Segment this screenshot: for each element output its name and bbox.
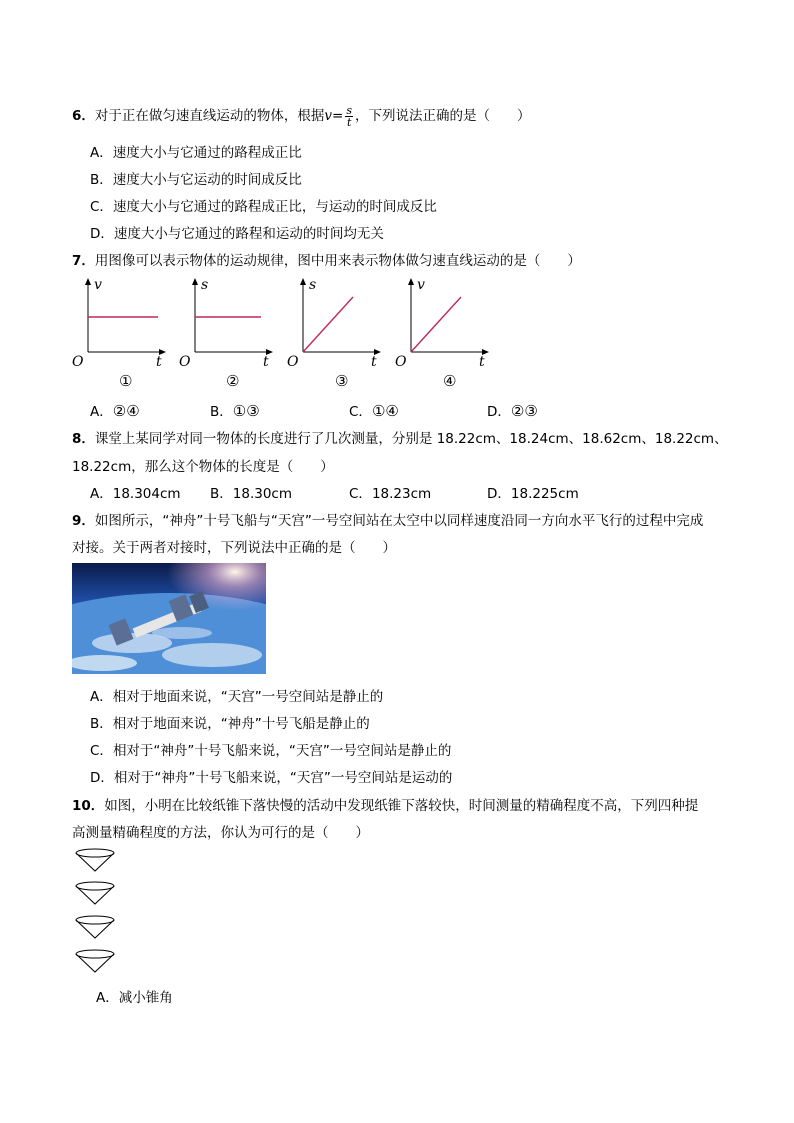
graph-3-line [303, 297, 353, 352]
question-8-option-c[interactable]: C．18.23cm [349, 486, 432, 502]
graph-1-origin: O [72, 354, 84, 368]
graph-3 [285, 276, 385, 368]
question-6-option-b[interactable]: B．速度大小与它运动的时间成反比 [90, 172, 302, 188]
graph-2-xlabel: t [263, 354, 269, 368]
graph-1-ylabel: v [94, 277, 102, 293]
question-6-option-d[interactable]: D．速度大小与它通过的路程和运动的时间均无关 [90, 226, 384, 242]
question-6-option-a[interactable]: A．速度大小与它通过的路程成正比 [90, 145, 302, 161]
paper-cone-1 [74, 848, 116, 874]
paper-cone-3 [74, 915, 116, 941]
formula-fraction: $\frac{s}{t}$ [346, 103, 353, 129]
question-8-stem-line1: 8．课堂上某同学对同一物体的长度进行了几次测量，分别是 18.22cm、18.24cm、18.62cm、18.22cm、 [72, 431, 728, 447]
graph-4-xlabel: t [479, 354, 485, 368]
graph-4-origin: O [395, 354, 407, 368]
question-number: 8． [72, 431, 95, 447]
graph-3-ylabel: s [309, 277, 317, 293]
question-6-stem: 6．对于正在做匀速直线运动的物体，根据v= $\frac{s}{t}$ ，下列说法正确的是（ ） [72, 103, 531, 129]
question-number: 10． [72, 798, 105, 814]
graph-1-xlabel: t [156, 354, 162, 368]
question-10-stem-line1: 10．如图，小明在比较纸锥下落快慢的活动中发现纸锥下落较快，时间测量的精确程度不高，下列四种提 [72, 798, 699, 814]
paper-cone-4 [74, 949, 116, 975]
question-number: 6． [72, 108, 95, 124]
question-7-option-d[interactable]: D．②③ [487, 402, 538, 420]
graph-2-ylabel: s [201, 277, 209, 293]
question-9-option-c[interactable]: C．相对于“神舟”十号飞船来说，“天宫”一号空间站是静止的 [90, 743, 452, 759]
question-7-option-c[interactable]: C．①④ [349, 402, 399, 420]
question-8-option-b[interactable]: B．18.30cm [210, 486, 292, 502]
graph-2-caption: ② [226, 372, 240, 390]
graph-2 [177, 276, 277, 368]
graph-1-caption: ① [119, 372, 133, 390]
formula-v: v [324, 108, 333, 124]
graph-4-line [411, 297, 461, 352]
question-number: 7． [72, 253, 95, 269]
graph-4-caption: ④ [443, 372, 457, 390]
question-9-stem-line1: 9．如图所示，“神舟”十号飞船与“天宫”一号空间站在太空中以同样速度沿同一方向水平飞行的过程中完成 [72, 513, 704, 529]
question-7-stem: 7．用图像可以表示物体的运动规律，图中用来表示物体做匀速直线运动的是（ ） [72, 253, 581, 269]
graph-4 [393, 276, 493, 368]
question-8-stem-line2: 18.22cm，那么这个物体的长度是（ ） [72, 459, 334, 475]
graph-2-origin: O [179, 354, 191, 368]
question-6-option-c[interactable]: C．速度大小与它通过的路程成正比，与运动的时间成反比 [90, 199, 437, 215]
graph-3-xlabel: t [371, 354, 377, 368]
graph-3-origin: O [287, 354, 299, 368]
paper-cone-2 [74, 881, 116, 907]
question-8-option-a[interactable]: A．18.304cm [90, 486, 181, 502]
graph-3-caption: ③ [335, 372, 349, 390]
question-9-option-a[interactable]: A．相对于地面来说，“天宫”一号空间站是静止的 [90, 689, 384, 705]
question-9-option-d[interactable]: D．相对于“神舟”十号飞船来说，“天宫”一号空间站是运动的 [90, 770, 453, 786]
question-10-option-a[interactable]: A．减小锥角 [96, 990, 173, 1006]
space-station-photo [72, 563, 266, 674]
question-number: 9． [72, 513, 95, 529]
question-10-stem-line2: 高测量精确程度的方法，你认为可行的是（ ） [72, 825, 369, 841]
question-7-option-a[interactable]: A．②④ [90, 402, 140, 420]
question-8-option-d[interactable]: D．18.225cm [487, 486, 579, 502]
question-9-stem-line2: 对接。关于两者对接时，下列说法中正确的是（ ） [72, 540, 396, 556]
question-9-option-b[interactable]: B．相对于地面来说，“神舟”十号飞船是静止的 [90, 716, 370, 732]
graph-1 [70, 276, 170, 368]
graph-4-ylabel: v [417, 277, 425, 293]
question-7-option-b[interactable]: B．①③ [210, 402, 260, 420]
